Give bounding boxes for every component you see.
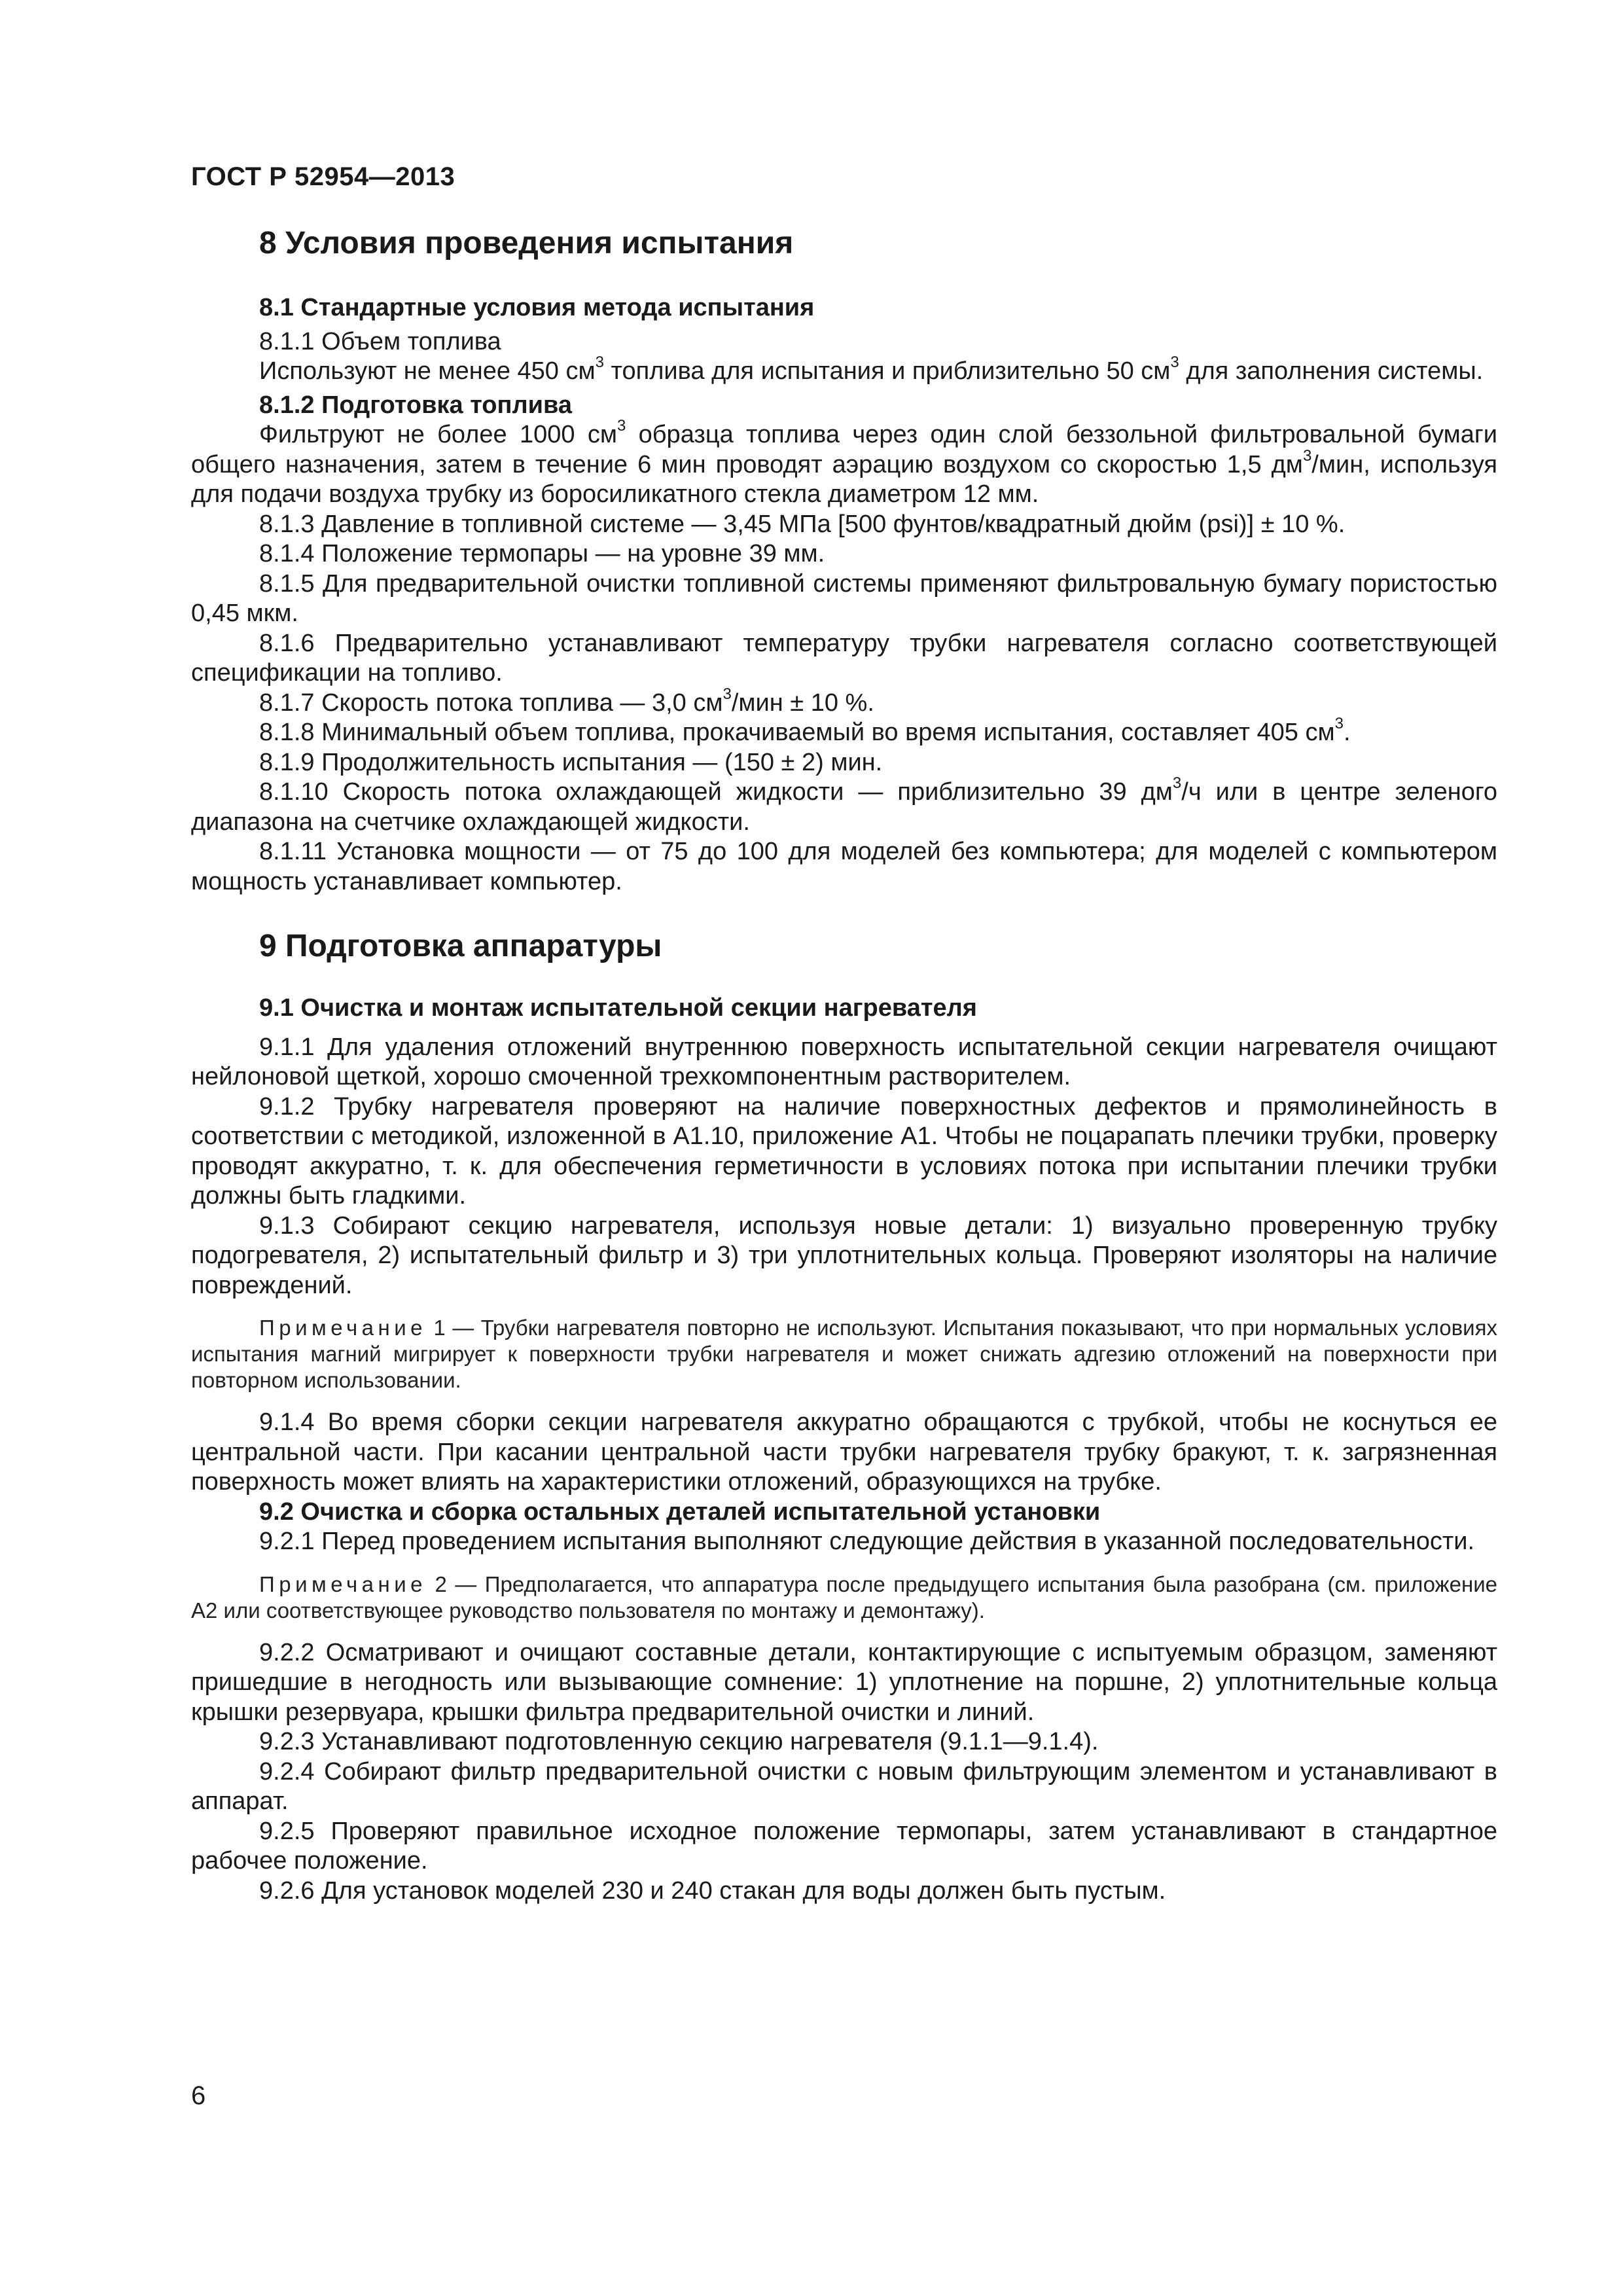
clause-9-2-6: 9.2.6 Для установок моделей 230 и 240 стакан для воды должен быть пустым. — [259, 1876, 1166, 1905]
subsection-9-2-title: 9.2 Очистка и сборка остальных деталей испытательной установки — [259, 1498, 1101, 1526]
clause-8-1-9: 8.1.9 Продолжительность испытания — (150 ± 2) мин. — [259, 748, 883, 776]
note-1-label: Примечание — [259, 1316, 427, 1340]
section-9-title: 9 Подготовка аппаратуры — [259, 929, 662, 963]
document-body — [191, 224, 1497, 1906]
note-2: Примечание 2 — Предполагается, что аппаратура после предыдущего испытания была разобрана (см. приложение А2 или соответствующее руководство пользователя по монтажу и демонтажу). — [191, 1571, 1497, 1623]
subsection-9-1-title: 9.1 Очистка и монтаж испытательной секции нагревателя — [259, 994, 977, 1022]
clause-8-1-8: 8.1.8 Минимальный объем топлива, прокачиваемый во время испытания, составляет 405 $см^3$. — [259, 715, 1351, 746]
clause-8-1-11: 8.1.11 Установка мощности — от 75 до 100 для моделей без компьютера; для моделей с компьютером мощность устанавливает компьютер. — [191, 838, 1497, 895]
clause-8-1-6: 8.1.6 Предварительно устанавливают температуру трубки нагревателя согласно соответствующей спецификации на топливо. — [191, 629, 1497, 687]
note-1: Примечание 1 — Трубки нагревателя повторно не используют. Испытания показывают, что при нормальных условиях испытания магний мигрирует к поверхности трубки нагревателя и может снижать адгезию отложений на поверхности при повторном использовании. — [191, 1316, 1497, 1392]
clause-8-1-2-text: Фильтруют не более 1000 $см^3$ образца топлива через один слой беззольной фильтровальной бумаги общего назначения, затем в течение 6 мин проводят аэрацию воздухом со скоростью 1,5 $дм^3$/мин, используя для подачи воздуха трубку из боросиликатного стекла диаметром 12 мм. — [191, 417, 1497, 508]
clause-8-1-2-title: 8.1.2 Подготовка топлива — [259, 391, 572, 419]
clause-9-2-1: 9.2.1 Перед проведением испытания выполняют следующие действия в указанной последовательности. — [259, 1528, 1475, 1555]
clause-8-1-4: 8.1.4 Положение термопары — на уровне 39 мм. — [259, 540, 825, 567]
page-number: 6 — [191, 2081, 206, 2110]
subsection-8-1-title: 8.1 Стандартные условия метода испытания — [259, 294, 815, 321]
clause-8-1-10: 8.1.10 Скорость потока охлаждающей жидкости — приблизительно 39 $дм^3/ч$ или в центре зеленого диапазона на счетчике охлаждающей жидкости. — [191, 774, 1497, 836]
clause-9-2-4: 9.2.4 Собирают фильтр предварительной очистки с новым фильтрующим элементом и устанавливают в аппарат. — [191, 1757, 1497, 1815]
clause-8-1-3: 8.1.3 Давление в топливной системе — 3,45 МПа [500 фунтов/квадратный дюйм (psi)] ± 10 %. — [259, 510, 1346, 538]
clause-9-2-5: 9.2.5 Проверяют правильное исходное положение термопары, затем устанавливают в стандартное рабочее положение. — [191, 1817, 1497, 1874]
clause-9-1-4: 9.1.4 Во время сборки секции нагревателя аккуратно обращаются с трубкой, чтобы не коснуться ее центральной части. При касании центральной части трубки нагревателя трубку бракуют, т. к. загрязненная поверхность может влиять на характеристики отложений, образующихся на трубке. — [191, 1408, 1497, 1496]
clause-8-1-5: 8.1.5 Для предварительной очистки топливной системы применяют фильтровальную бумагу пористостью 0,45 мкм. — [191, 569, 1497, 627]
clause-9-1-3: 9.1.3 Собирают секцию нагревателя, используя новые детали: 1) визуально проверенную трубку подогревателя, 2) испытательный фильтр и 3) три уплотнительных кольца. Проверяют изоляторы на наличие повреждений. — [191, 1211, 1497, 1299]
note-2-label: Примечание — [259, 1571, 427, 1596]
clause-8-1-1-title: 8.1.1 Объем топлива — [259, 327, 501, 355]
document-code: ГОСТ Р 52954—2013 — [191, 162, 455, 191]
clause-9-2-3: 9.2.3 Устанавливают подготовленную секцию нагревателя (9.1.1—9.1.4). — [259, 1728, 1099, 1755]
clause-8-1-7: 8.1.7 Скорость потока топлива — 3,0 $см^3$/мин ± 10 %. — [259, 685, 874, 717]
clause-8-1-1-text: Используют не менее 450 $см^3$ топлива для испытания и приблизительно 50 $см^3$ для заполнения системы. — [259, 353, 1484, 385]
clause-9-1-2: 9.1.2 Трубку нагревателя проверяют на наличие поверхностных дефектов и прямолинейность в соответствии с методикой, изложенной в А1.10, приложение А1. Чтобы не поцарапать плечики трубки, проверку проводят аккуратно, т. к. для обеспечения герметичности в условиях потока при испытании плечики трубки должны быть гладкими. — [191, 1092, 1497, 1210]
clause-9-2-2: 9.2.2 Осматривают и очищают составные детали, контактирующие с испытуемым образцом, заменяют пришедшие в негодность или вызывающие сомнение: 1) уплотнение на поршне, 2) уплотнительные кольца крышки резервуара, крышки фильтра предварительной очистки и линий. — [191, 1638, 1497, 1726]
section-8-title: 8 Условия проведения испытания — [259, 226, 794, 260]
clause-9-1-1: 9.1.1 Для удаления отложений внутреннюю поверхность испытательной секции нагревателя очищают нейлоновой щеткой, хорошо смоченной трехкомпонентным растворителем. — [191, 1033, 1497, 1090]
